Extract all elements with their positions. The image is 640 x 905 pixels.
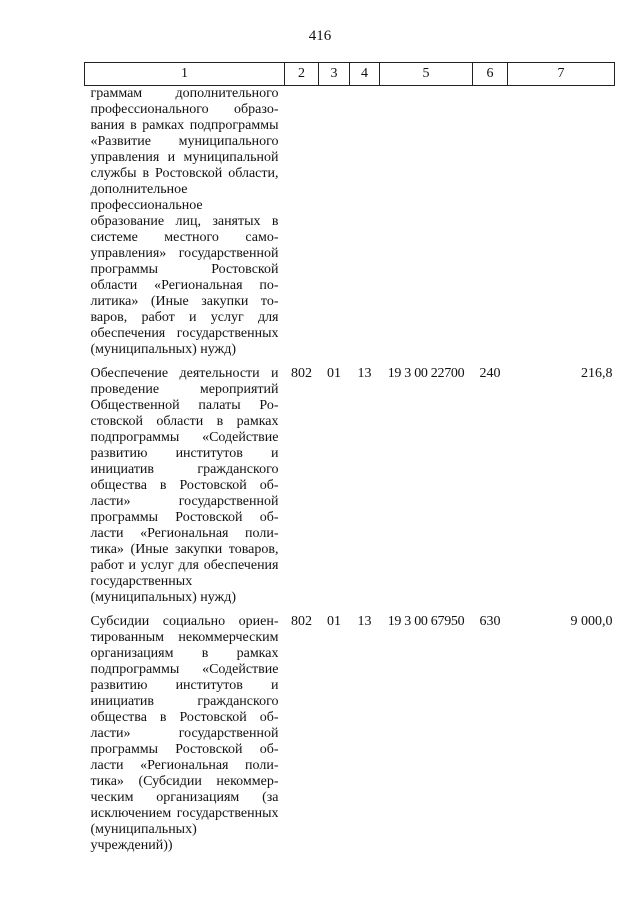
table-body xyxy=(85,86,615,863)
header-row xyxy=(85,63,615,86)
row-description: граммам дополнительного профессионального образования в рамках подпрограммы «Развитие муниципального управления и муниципальной службы в Ростовской области, дополнительное профессиональное образование лиц, занятых в системе местного самоуправления» государственной программы Ростовской области «Региональная политика» (Иные закупки товаров, работ и услуг для обеспечения государственных (муниципальных) нужд) xyxy=(90,86,279,357)
table-row xyxy=(85,86,615,367)
row-subsection-code: 13 xyxy=(357,366,372,381)
header-col-6: 6 xyxy=(473,63,508,86)
table-row xyxy=(85,366,615,614)
header-col-7: 7 xyxy=(508,63,615,86)
row-expense-type xyxy=(473,86,508,367)
row-section-code: 01 xyxy=(327,366,341,381)
page-number: 416 xyxy=(308,28,332,44)
row-amount xyxy=(508,86,615,367)
row-ministry-code: 802 xyxy=(291,614,312,629)
header-col-3: 3 xyxy=(319,63,350,86)
row-description: Субсидии социально ориентированным некоммерческим организациям в рамках подпрограммы «Содействие развитию институтов и инициатив гражданского общества в Ростовской области» государственной программы Ростовской области «Региональная политика» (Субсидии некоммерческим организациям (за исключением государственных (муниципальных) учреждений)) xyxy=(90,614,279,853)
row-section-code xyxy=(319,86,350,367)
row-ministry-code: 802 xyxy=(291,366,312,381)
row-description: Обеспечение деятельности и проведение мероприятий Общественной палаты Ростовской области в рамках подпрограммы «Содействие развитию институтов и инициатив гражданского общества в Ростовской области» государственной программы Ростовской области «Региональная политика» (Иные закупки товаров, работ и услуг для обеспечения государственных (муниципальных) нужд) xyxy=(90,366,279,605)
table-header xyxy=(85,63,615,86)
row-subsection-code xyxy=(350,86,380,367)
header-col-5: 5 xyxy=(380,63,473,86)
row-section-code: 01 xyxy=(327,614,341,629)
row-amount: 9 000,0 xyxy=(570,614,613,629)
table-row xyxy=(85,614,615,862)
header-col-4: 4 xyxy=(350,63,380,86)
budget-table xyxy=(84,62,615,862)
row-expense-type: 630 xyxy=(479,614,501,629)
row-target-article: 19 3 00 67950 xyxy=(387,614,465,629)
row-expense-type: 240 xyxy=(479,366,501,381)
row-ministry-code xyxy=(285,86,319,367)
row-amount: 216,8 xyxy=(581,366,613,381)
row-target-article xyxy=(380,86,473,367)
row-target-article: 19 3 00 22700 xyxy=(387,366,465,381)
row-subsection-code: 13 xyxy=(357,614,372,629)
header-col-1: 1 xyxy=(85,63,285,86)
header-col-2: 2 xyxy=(285,63,319,86)
